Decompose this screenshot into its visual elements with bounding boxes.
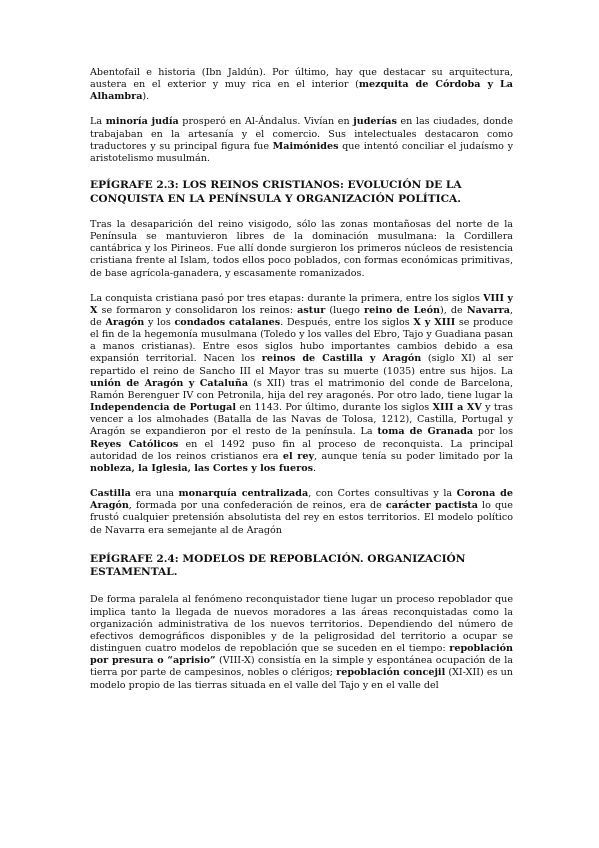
text-run: y tras vencer a los almohades (Batalla de las Navas de Tolosa, 1212), Castilla, Portugal y Aragón se expandieron por el resto de la península. La — [90, 402, 513, 438]
text-run: La — [90, 116, 106, 128]
bold-text-run: Corona de Aragón — [90, 488, 513, 512]
text-run: . — [313, 462, 317, 474]
text-run: se produce el fin de la hegemonía musulmana (Toledo y los valles del Ebro, Tajo y Guadiana pasan a manos cristianas). Entre esos siglos hubo importantes cambios debido a esa expansión territorial. Nacen los — [90, 317, 513, 365]
bold-text-run: carácter pactista — [385, 500, 478, 512]
text-run: (siglo XI) al ser repartido el reino de Sancho III el Mayor tras su muerte (1035) entre sus hijos. La — [90, 353, 513, 377]
bold-text-run: minoría judía — [105, 116, 179, 128]
paragraph-jewish-minority — [90, 116, 513, 165]
bold-text-run: repoblación por presura o “aprisio” — [90, 643, 513, 667]
bold-text-run: Castilla — [90, 488, 131, 500]
text-run: y los — [144, 317, 175, 328]
paragraph-conquest-stages — [90, 293, 513, 475]
section-heading-2-3: EPÍGRAFE 2.3: LOS REINOS CRISTIANOS: EVOLUCIÓN DE LA CONQUISTA EN LA PENÍNSULA Y ORGANIZACIÓN POLÍTICA. — [90, 179, 462, 205]
paragraph-repopulation — [90, 594, 513, 691]
bold-text-run: juderías — [353, 116, 397, 128]
text-run: (s XII) tras el matrimonio del conde de Barcelona, Ramón Berenguer IV con Petronila, hija del rey aragonés. Por otro lado, tiene lugar la — [90, 377, 513, 401]
text-run: prosperó en Al-Ándalus. Vivían en — [178, 116, 354, 128]
bold-text-run: repoblación concejil — [336, 667, 446, 679]
bold-text-run: astur — [297, 304, 326, 316]
text-run: era una — [130, 488, 179, 500]
text-run: . Después, entre los siglos — [280, 317, 414, 328]
text-run: en las ciudades, donde trabajaban en la artesanía y el comercio. Sus intelectuales destacaron como traductores y su principal figura fue — [90, 116, 513, 152]
text-run: (luego — [325, 304, 365, 316]
bold-text-run: el rey — [282, 450, 315, 462]
text-run: que intentó conciliar el judaísmo y aristotelismo musulmán. — [90, 140, 513, 164]
text-run: , aunque tenía su poder limitado por la — [314, 450, 513, 462]
bold-text-run: monarquía centralizada — [178, 488, 309, 500]
text-run: Tras la desaparición del reino visigodo, sólo las zonas montañosas del norte de la Península se mantuvieron libres de la dominación musulmana: la Cordillera cantábrica y los Pirineos. Fue allí donde surgieron los primeros núcleos de resistencia cristiana frente al Islam, todos ellos poco poblados, con formas económicas primitivas, de base agrícola-ganadera, y escasamente romanizados. — [90, 218, 513, 279]
bold-text-run: unión de Aragón y Cataluña — [90, 377, 249, 389]
text-run: en 1143. Por último, durante los siglos — [236, 402, 433, 414]
text-run: ). — [142, 91, 150, 103]
text-run: De forma paralela al fenómeno reconquistador tiene lugar un proceso repoblador que implica tanto la llegada de nuevos moradores a las áreas reconquistadas como la organización administrativa de los nuevos territorios. Dependiendo del número de efectivos demográficos disponibles y de la peligrosidad del territorio a ocupar se distinguen cuatro modelos de repoblación que se suceden en el tiempo: — [90, 594, 513, 655]
bold-text-run: reinos de Castilla y Aragón — [261, 353, 422, 365]
text-run: , con Cortes consultivas y la — [308, 488, 457, 500]
section-heading-2-4: EPÍGRAFE 2.4: MODELOS DE REPOBLACIÓN. ORGANIZACIÓN ESTAMENTAL. — [90, 552, 466, 579]
bold-text-run: X y XIII — [413, 317, 456, 328]
bold-text-run: XIII a XV — [432, 402, 482, 414]
paragraph-castilla-aragon — [90, 488, 513, 537]
text-run: (XI-XII) es un modelo propio de las tierras situada en el valle del Tajo y en el valle del — [90, 667, 513, 691]
text-run: , formada por una confederación de reinos, era de — [128, 500, 386, 512]
paragraph-visigoth-end — [90, 219, 513, 280]
bold-text-run: Navarra — [466, 304, 510, 316]
bold-text-run: toma de Granada — [377, 426, 474, 438]
text-run: en el 1492 puso fin al proceso de reconquista. La principal autoridad de los reinos cristianos era — [90, 438, 514, 462]
text-run: La conquista cristiana pasó por tres etapas: durante la primera, entre los siglos — [90, 292, 484, 304]
bold-text-run: Independencia de Portugal — [90, 402, 236, 414]
document-body — [90, 67, 513, 692]
bold-text-run: condados catalanes — [174, 317, 281, 328]
text-run: lo que frustó cualquier pretensión absolutista del rey en estos territorios. El modelo político de Navarra era semejante al de Aragón — [90, 500, 513, 536]
bold-text-run: VIII y X — [90, 292, 514, 316]
bold-text-run: reino de León — [364, 304, 441, 316]
bold-text-run: Aragón — [105, 317, 145, 328]
bold-text-run: Reyes Católicos — [90, 438, 179, 450]
paragraph-architecture — [90, 67, 513, 103]
text-run: (VIII-X) consistía en la simple y espontánea ocupación de la tierra por parte de campesinos, nobles o clérigos; — [90, 655, 513, 679]
text-run: Abentofail e historia (Ibn Jaldún). Por último, hay que destacar su arquitectura, austera en el exterior y muy rica en el interior ( — [90, 67, 513, 91]
bold-text-run: Maimónides — [272, 140, 339, 152]
bold-text-run: mezquita de Córdoba y La Alhambra — [90, 79, 513, 103]
bold-text-run: nobleza, la Iglesia, las Cortes y los fueros — [90, 462, 313, 474]
text-run: por los — [473, 426, 513, 438]
text-run: se formaron y consolidaron los reinos: — [97, 304, 298, 316]
text-run: , de — [90, 304, 513, 328]
text-run: ), de — [440, 304, 467, 316]
